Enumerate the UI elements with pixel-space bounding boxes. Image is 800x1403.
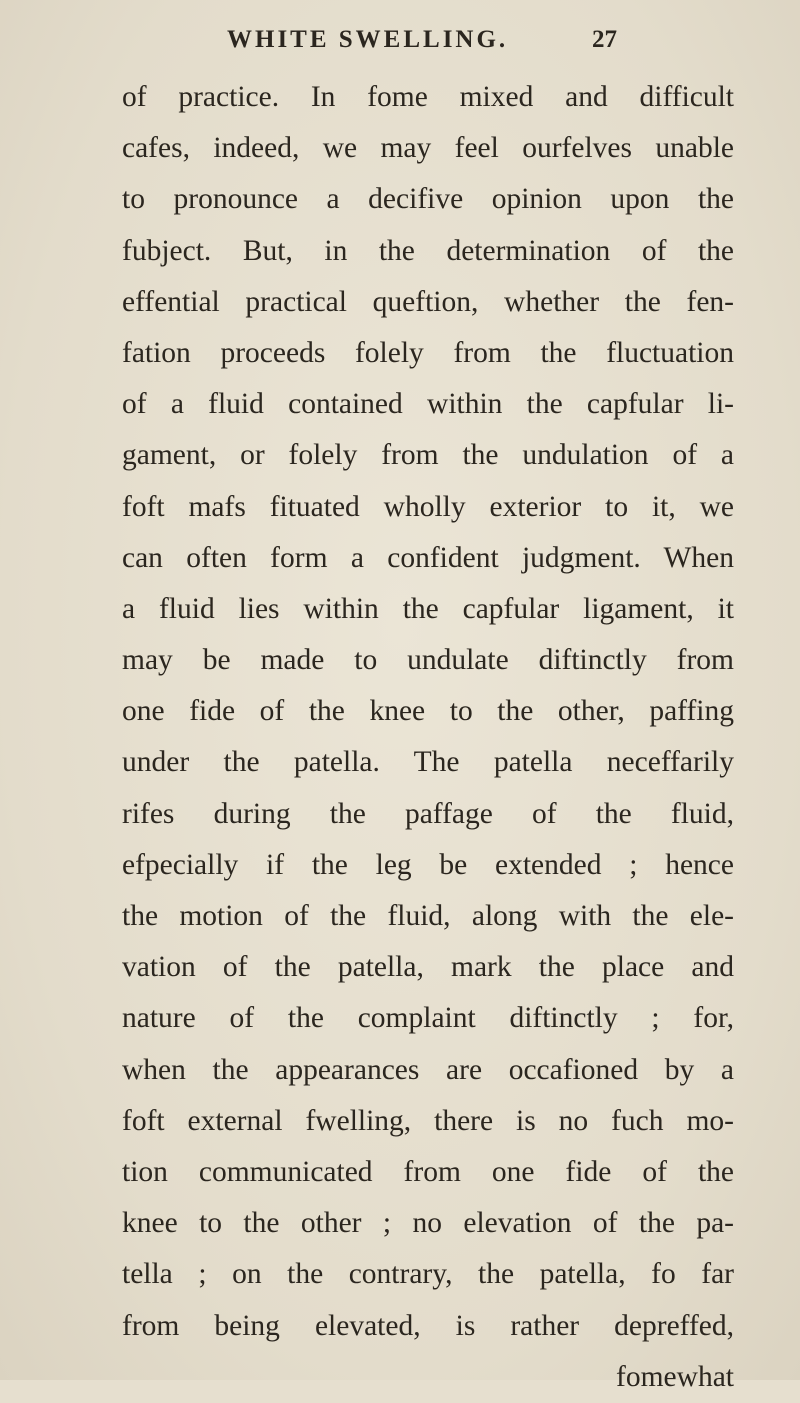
text-line: to pronounce a decifive opinion upon the — [122, 183, 734, 216]
text-line: the motion of the fluid, along with the ele- — [122, 900, 734, 932]
text-line: fation proceeds folely from the fluctuation — [122, 336, 734, 369]
text-line: from being elevated, is rather depreffed, — [122, 1309, 734, 1342]
text-line: when the appearances are occafioned by a — [122, 1053, 734, 1086]
catchword: fomewhat — [616, 1360, 734, 1393]
text-line: foft mafs fituated wholly exterior to it, we — [122, 490, 734, 523]
running-title: WHITE SWELLING. — [227, 26, 509, 53]
page-number: 27 — [592, 26, 617, 53]
text-line: of practice. In fome mixed and difficult — [122, 81, 734, 113]
text-line: knee to the other ; no elevation of the pa- — [122, 1207, 734, 1240]
text-line: one fide of the knee to the other, paffing — [122, 695, 734, 728]
text-line: vation of the patella, mark the place and — [122, 951, 734, 984]
body-text — [122, 72, 734, 1403]
text-line: tella ; on the contrary, the patella, fo far — [122, 1258, 734, 1291]
text-line: rifes during the paffage of the fluid, — [122, 797, 734, 830]
text-line: under the patella. The patella neceffarily — [122, 746, 734, 779]
text-line: efpecially if the leg be extended ; hence — [122, 848, 734, 881]
running-head — [0, 20, 800, 60]
text-line: can often form a confident judgment. When — [122, 541, 734, 574]
text-line: may be made to undulate diftinctly from — [122, 644, 734, 677]
text-line: cafes, indeed, we may feel ourfelves unable — [122, 132, 734, 165]
text-line: gament, or folely from the undulation of a — [122, 439, 734, 472]
text-line: foft external fwelling, there is no fuch mo- — [122, 1104, 734, 1137]
text-line: effential practical queftion, whether the fen- — [122, 285, 734, 318]
text-line: tion communicated from one fide of the — [122, 1155, 734, 1188]
text-line: nature of the complaint diftinctly ; for, — [122, 1002, 734, 1035]
text-line: fubject. But, in the determination of the — [122, 234, 734, 267]
text-line: a fluid lies within the capfular ligament, it — [122, 592, 734, 625]
text-line: of a fluid contained within the capfular li- — [122, 388, 734, 421]
